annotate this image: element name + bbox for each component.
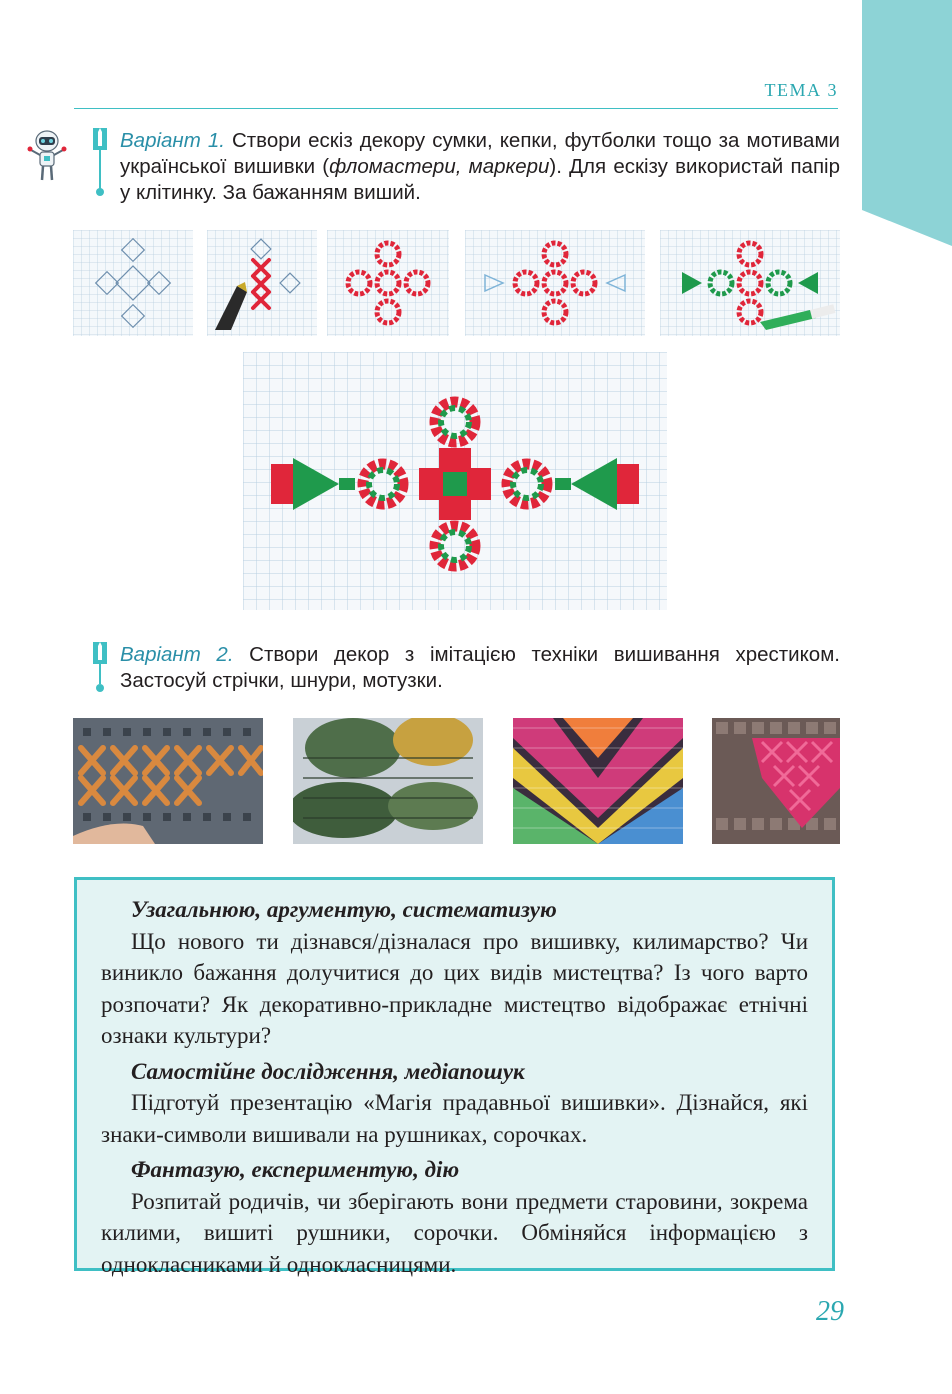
colorful-yarn-photo [513, 718, 683, 844]
corner-tab-decoration [862, 0, 952, 246]
page-header [74, 80, 838, 109]
task-marker [93, 642, 107, 664]
heading-research: Самостійне дослідження, медіапошук [131, 1058, 525, 1084]
variant-1-materials: фломастери, маркери [329, 155, 550, 178]
sketch-step-2 [207, 230, 317, 336]
paragraph-generalize: Що нового ти дізнався/дізналася про вишивку, килимарство? Чи виникло бажання долучитися до цих видів мистецтва? Із чого варто розпочати? Як декоративно-прикладне мистецтво відображає етнічні ознаки культури? [101, 928, 808, 1048]
sketch-step-3 [327, 230, 449, 336]
pink-ribbon-grid-photo [712, 718, 840, 844]
page-number: 29 [816, 1296, 844, 1327]
task-variant-2 [120, 642, 840, 694]
heading-fantasize: Фантазую, експериментую, дію [131, 1157, 460, 1182]
robot-icon [24, 128, 70, 184]
summary-box [74, 877, 835, 1277]
variant-1-text: Створи ескіз декору сумки, кепки, футболки тощо за мотивами української вишивки ( [120, 129, 840, 178]
rope-cross-stitch-photo [73, 718, 263, 844]
task-marker [93, 128, 107, 150]
topic-label: ТЕМА 3 [764, 80, 838, 100]
embroidered-leaves-photo [293, 718, 483, 844]
heading-generalize: Узагальнюю, аргументую, систематизую [131, 897, 557, 922]
variant-1-label: Варіант 1. [120, 129, 225, 152]
sketch-step-4 [465, 230, 645, 336]
cross-stitch-pattern-image [243, 352, 667, 610]
task-variant-1 [120, 128, 840, 206]
sketch-step-5 [660, 230, 840, 336]
variant-2-text: Створи декор з імітацією техніки вишивання хрестиком. Застосуй стрічки, шнури, мотузки. [120, 643, 840, 692]
paragraph-fantasize: Розпитай родичів, чи зберігають вони предмети старовини, зокрема килими, вишиті рушники, сорочки. Обміняйся інформацією з однокласниками й однокласницями. [101, 1188, 808, 1277]
sketch-step-1 [73, 230, 193, 336]
variant-1-text-end: ). Для ескізу використай папір у клітинку. За бажанням виший. [120, 155, 840, 204]
variant-2-label: Варіант 2. [120, 643, 234, 666]
paragraph-research: Підготуй презентацію «Магія прадавньої вишивки». Дізнайся, які знаки-символи вишивали на рушниках, сорочках. [101, 1090, 808, 1147]
